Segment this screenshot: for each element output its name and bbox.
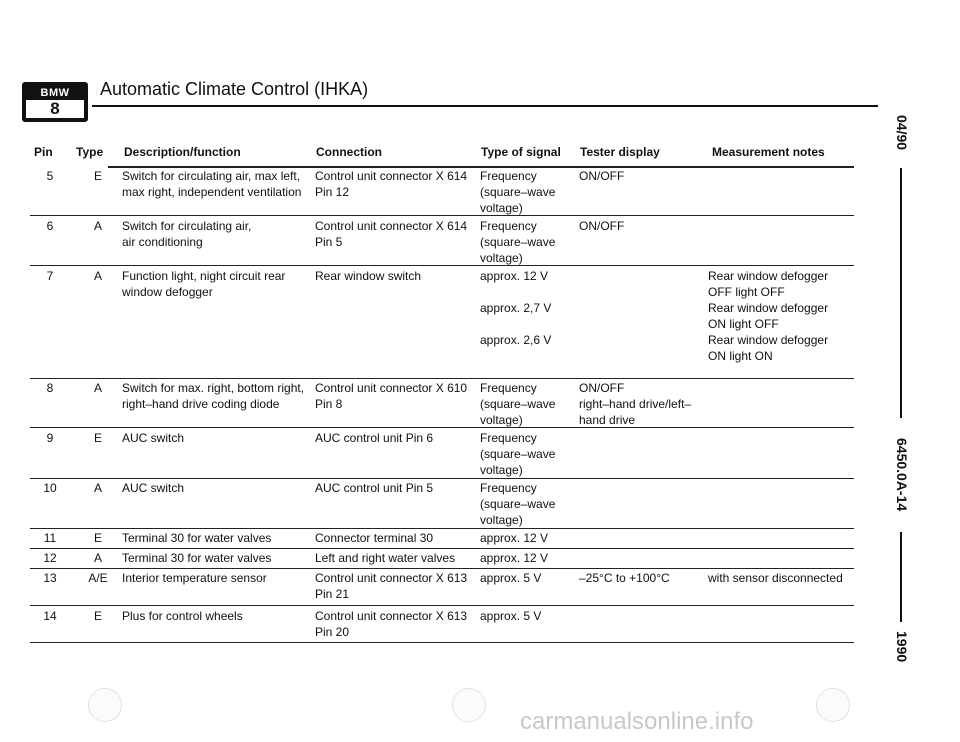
pin-type: A (93, 481, 102, 495)
signal-type-line: voltage) (480, 201, 523, 215)
signal-type-line: voltage) (480, 463, 523, 477)
signal-type (480, 168, 555, 216)
header-signal: Type of signal (481, 145, 561, 159)
row-divider (30, 642, 854, 643)
pin-description (122, 480, 184, 496)
signal-type-line: Frequency (480, 381, 537, 395)
row-divider (30, 548, 854, 549)
pin-number: 6 (46, 219, 54, 233)
pin-connection (315, 550, 455, 566)
pin-description (122, 218, 251, 250)
row-divider (30, 378, 854, 379)
pin-description-line: AUC switch (122, 481, 185, 495)
pin-description-line: Switch for circulating air, (122, 219, 252, 233)
pin-number: 13 (43, 571, 57, 585)
pin-description-line: window defogger (122, 285, 213, 299)
measurement-notes-line: ON light OFF (708, 317, 779, 331)
watermark: carmanualsonline.info (520, 708, 754, 735)
pin-description-line: Switch for circulating air, max left, (122, 169, 301, 183)
side-margin (878, 100, 928, 670)
header-type: Type (76, 145, 104, 159)
pin-description (122, 570, 267, 586)
side-rule (900, 532, 902, 622)
pin-description (122, 530, 271, 546)
punch-hole (816, 688, 850, 722)
side-year: 1990 (894, 631, 910, 663)
punch-hole (452, 688, 486, 722)
signal-type-line: approx. 12 V (480, 269, 549, 283)
measurement-notes-line: Rear window defogger (708, 301, 829, 315)
signal-type-line: Frequency (480, 481, 537, 495)
signal-type (480, 268, 551, 348)
pin-description (122, 430, 184, 446)
pin-connection (315, 530, 433, 546)
tester-display (579, 570, 670, 586)
pin-connection-line: Pin 12 (315, 185, 350, 199)
side-date: 04/90 (894, 115, 910, 151)
pin-number: 14 (43, 609, 57, 623)
header-connection: Connection (316, 145, 382, 159)
signal-type-line: (square–wave (480, 185, 556, 199)
pin-number: 10 (43, 481, 57, 495)
tester-display-line: hand drive (579, 413, 636, 427)
pin-connection-line: Pin 20 (315, 625, 350, 639)
signal-type-line: voltage) (480, 251, 523, 265)
side-code: 6450.0A-14 (894, 438, 910, 512)
signal-type (480, 550, 548, 566)
pin-type: A (93, 269, 102, 283)
pin-description-line: right–hand drive coding diode (122, 397, 280, 411)
row-divider (30, 427, 854, 428)
pin-number: 9 (46, 431, 54, 445)
tester-display-line: –25°C to +100°C (579, 571, 670, 585)
signal-type-line: Frequency (480, 169, 537, 183)
measurement-notes-line: Rear window defogger (708, 333, 829, 347)
pin-connection (315, 480, 433, 496)
signal-type-line (480, 284, 551, 300)
measurement-notes (708, 570, 843, 586)
pin-number: 8 (46, 381, 54, 395)
pin-description (122, 550, 271, 566)
pin-description-line: Plus for control wheels (122, 609, 243, 623)
tester-display (579, 380, 691, 428)
pin-type: A/E (88, 571, 108, 585)
pin-connection-line: Pin 5 (315, 235, 343, 249)
tester-display (579, 168, 624, 184)
pin-connection (315, 570, 467, 602)
signal-type (480, 608, 541, 624)
tester-display-line: ON/OFF (579, 169, 625, 183)
punch-hole (88, 688, 122, 722)
bmw-logo (22, 82, 88, 122)
row-divider (30, 605, 854, 606)
pin-description-line: Interior temperature sensor (122, 571, 267, 585)
signal-type (480, 530, 548, 546)
pin-connection (315, 608, 467, 640)
pin-description-line: max right, independent ventilation (122, 185, 302, 199)
pin-number: 7 (46, 269, 54, 283)
pin-type: A (93, 381, 102, 395)
tester-display-line: ON/OFF (579, 219, 625, 233)
pin-connection-line: Connector terminal 30 (315, 531, 434, 545)
signal-type (480, 570, 541, 586)
pin-type: A (93, 219, 102, 233)
signal-type-line: voltage) (480, 513, 523, 527)
logo-brand: BMW (26, 86, 84, 100)
tester-display-line: ON/OFF (579, 381, 625, 395)
pin-description (122, 380, 304, 412)
signal-type-line: Frequency (480, 219, 537, 233)
pin-type: E (93, 169, 102, 183)
row-divider (30, 528, 854, 529)
signal-type (480, 430, 555, 478)
signal-type-line: (square–wave (480, 235, 556, 249)
pin-description-line: air conditioning (122, 235, 203, 249)
pin-type: A (93, 551, 102, 565)
pin-type: E (93, 609, 102, 623)
pin-description (122, 168, 301, 200)
pin-connection (315, 218, 467, 250)
row-divider (30, 568, 854, 569)
header-description: Description/function (124, 145, 241, 159)
signal-type-line: Frequency (480, 431, 537, 445)
pin-description-line: AUC switch (122, 431, 185, 445)
header-tester: Tester display (580, 145, 660, 159)
pin-connection-line: Control unit connector X 614 (315, 169, 468, 183)
signal-type-line: approx. 5 V (480, 609, 542, 623)
pin-description-line: Terminal 30 for water valves (122, 531, 272, 545)
signal-type-line: approx. 2,7 V (480, 301, 552, 315)
pin-connection-line: Control unit connector X 610 (315, 381, 468, 395)
pin-connection-line: Pin 21 (315, 587, 350, 601)
pin-description (122, 608, 243, 624)
signal-type-line: approx. 12 V (480, 531, 549, 545)
page-title: Automatic Climate Control (IHKA) (100, 79, 369, 99)
measurement-notes-line: OFF light OFF (708, 285, 785, 299)
pin-connection (315, 430, 433, 446)
pin-description-line: Function light, night circuit rear (122, 269, 286, 283)
pin-type: E (93, 531, 102, 545)
pin-connection-line: AUC control unit Pin 6 (315, 431, 434, 445)
tester-display-line: right–hand drive/left– (579, 397, 692, 411)
measurement-notes-line: Rear window defogger (708, 269, 829, 283)
pin-connection-line: Control unit connector X 613 (315, 571, 468, 585)
pin-connection-line: Rear window switch (315, 269, 422, 283)
pin-type: E (93, 431, 102, 445)
signal-type-line: voltage) (480, 413, 523, 427)
pin-connection (315, 168, 467, 200)
pin-number: 11 (43, 531, 57, 545)
signal-type-line: approx. 5 V (480, 571, 542, 585)
signal-type (480, 480, 555, 528)
measurement-notes-line: with sensor disconnected (708, 571, 843, 585)
row-divider (30, 478, 854, 479)
pin-number: 12 (43, 551, 57, 565)
pin-description-line: Switch for max. right, bottom right, (122, 381, 305, 395)
measurement-notes (708, 268, 828, 364)
signal-type-line (480, 316, 551, 332)
title-divider (92, 105, 878, 107)
signal-type-line: (square–wave (480, 497, 556, 511)
pin-connection (315, 380, 467, 412)
header-notes: Measurement notes (712, 145, 825, 159)
pin-description (122, 268, 285, 300)
pin-connection-line: Pin 8 (315, 397, 343, 411)
signal-type-line: (square–wave (480, 447, 556, 461)
pin-description-line: Terminal 30 for water valves (122, 551, 272, 565)
pin-connection-line: Control unit connector X 613 (315, 609, 468, 623)
signal-type (480, 218, 555, 266)
row-divider (30, 265, 854, 266)
row-divider (30, 215, 854, 216)
signal-type-line: (square–wave (480, 397, 556, 411)
pin-connection-line: Left and right water valves (315, 551, 456, 565)
pin-connection (315, 268, 421, 284)
pin-connection-line: AUC control unit Pin 5 (315, 481, 434, 495)
pin-connection-line: Control unit connector X 614 (315, 219, 468, 233)
header-pin: Pin (34, 145, 53, 159)
side-rule (900, 168, 902, 418)
pin-number: 5 (46, 169, 54, 183)
signal-type-line: approx. 12 V (480, 551, 549, 565)
signal-type (480, 380, 555, 428)
measurement-notes-line: ON light ON (708, 349, 773, 363)
signal-type-line: approx. 2,6 V (480, 333, 552, 347)
tester-display (579, 218, 624, 234)
logo-number: 8 (50, 99, 60, 118)
